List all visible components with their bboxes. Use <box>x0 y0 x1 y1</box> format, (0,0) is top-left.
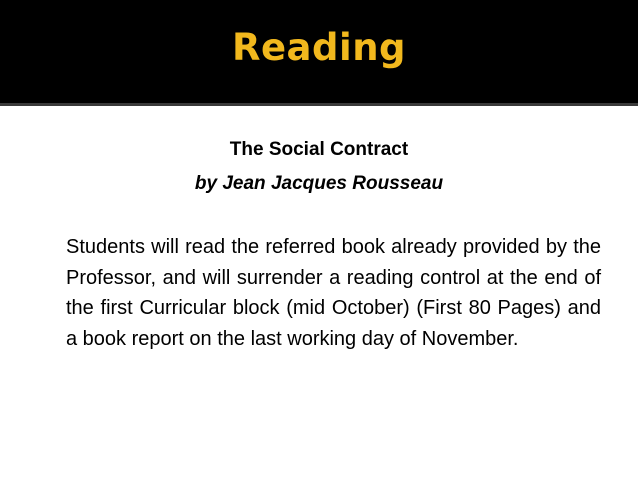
title-bar <box>0 0 638 106</box>
slide-title: Reading <box>231 26 407 69</box>
book-title: The Social Contract <box>229 139 409 160</box>
body-paragraph: Students will read the referred book already provided by the Professor, and will surrender a reading control at the end of the first Curricular block (mid October) (First 80 Pages) and a book report on the last working day of November. <box>66 236 601 350</box>
book-author: by Jean Jacques Rousseau <box>194 173 444 194</box>
